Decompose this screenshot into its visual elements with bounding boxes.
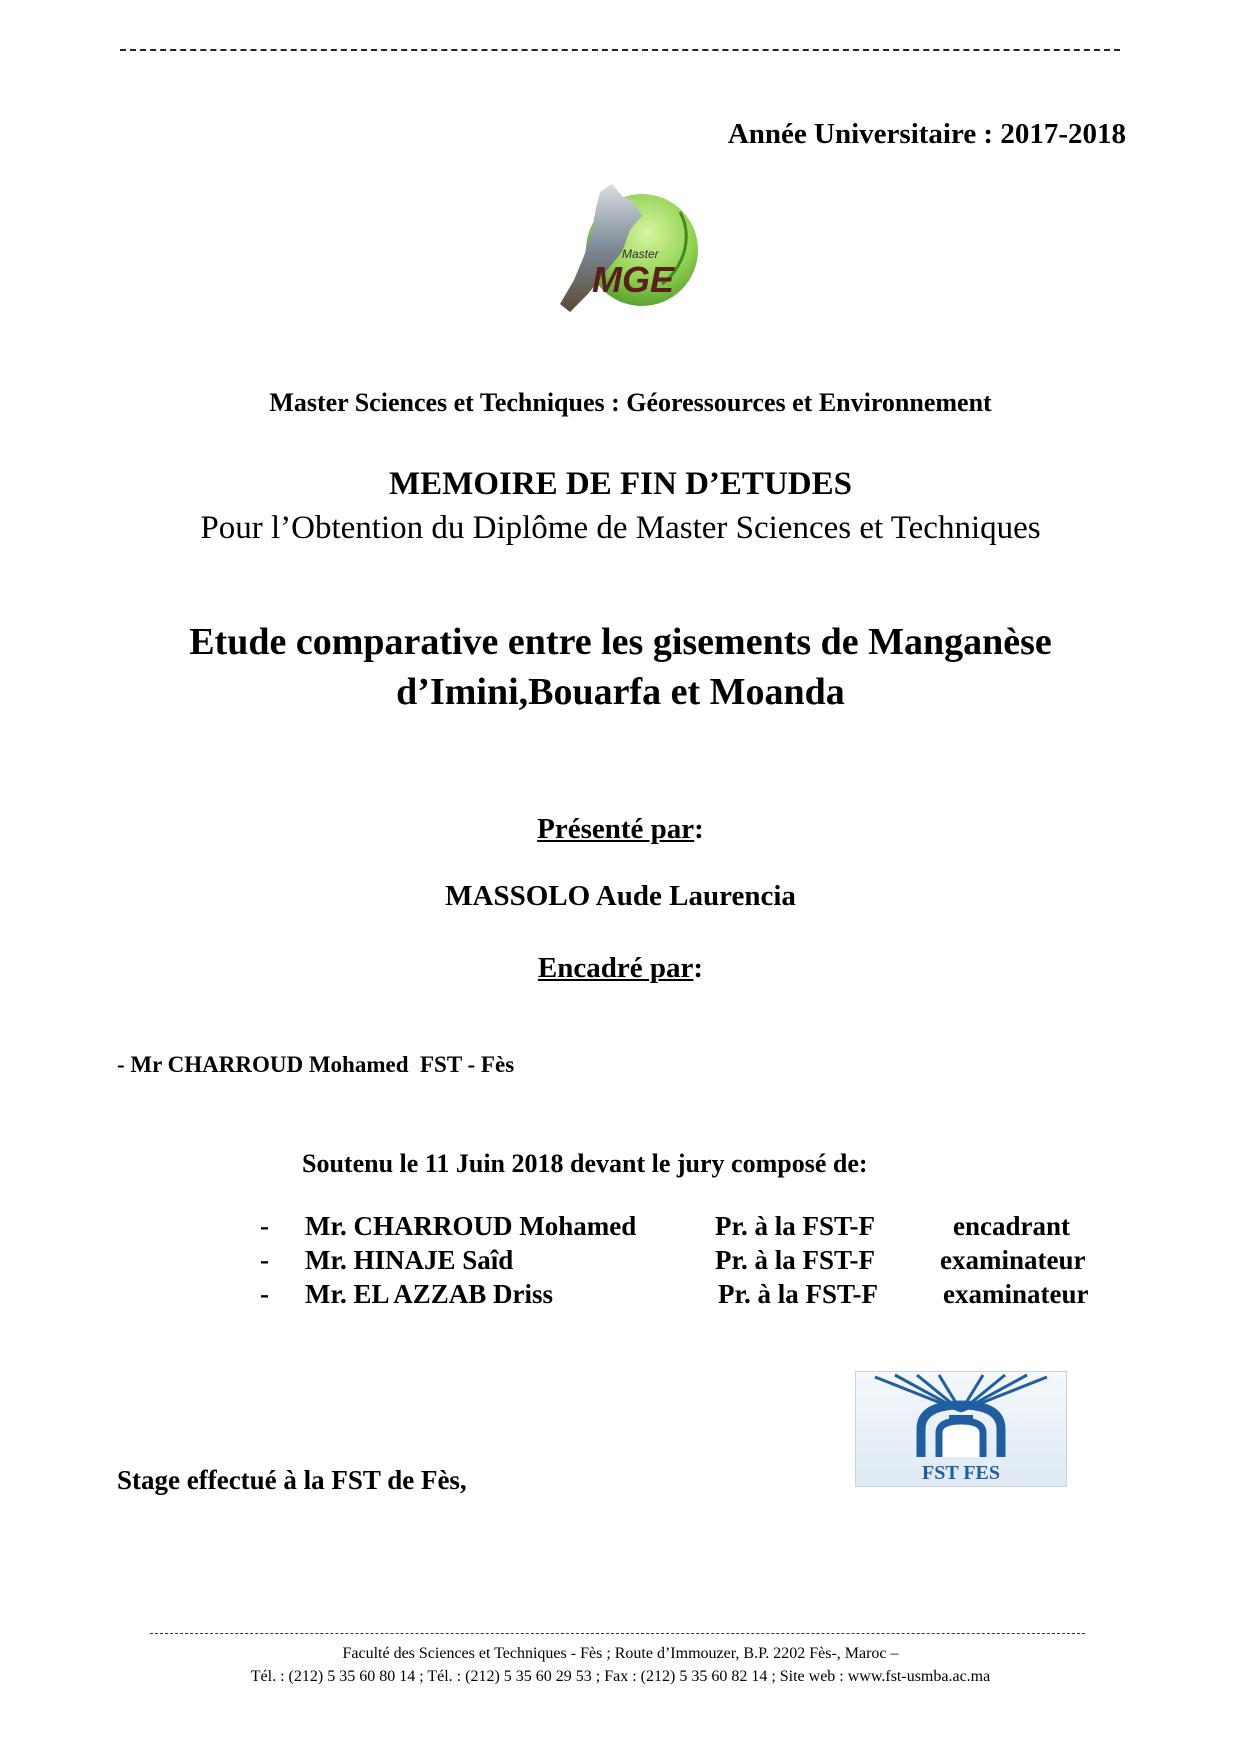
supervised-by-label: [0, 952, 1241, 985]
jury-function: examinateur: [943, 1279, 1089, 1309]
memoire-heading: MEMOIRE DE FIN D’ETUDES: [389, 466, 852, 502]
defense-statement: Soutenu le 11 Juin 2018 devant le jury composé de:: [302, 1149, 868, 1178]
author-name: MASSOLO Aude Laurencia: [445, 880, 796, 912]
footer-dashed-divider: [150, 1633, 1085, 1634]
fst-logo-text: FST FES: [922, 1462, 1000, 1484]
internship-statement: Stage effectué à la FST de Fès,: [117, 1465, 467, 1495]
thesis-title-line-1: Etude comparative entre les gisements de Manganèse: [189, 621, 1052, 663]
fst-fes-logo: [855, 1371, 1067, 1487]
jury-function: encadrant: [953, 1211, 1070, 1241]
fst-keystone: [949, 1415, 973, 1423]
jury-name: Mr. CHARROUD Mohamed: [305, 1211, 637, 1241]
presented-by-text: Présenté par: [537, 813, 695, 845]
mge-small-text: Master: [622, 247, 659, 261]
mge-master-logo: [530, 172, 715, 320]
mge-big-text: MGE: [592, 259, 675, 300]
jury-dash: -: [260, 1279, 269, 1309]
jury-name: Mr. EL AZZAB Driss: [305, 1279, 554, 1309]
jury-name: Mr. HINAJE Saîd: [305, 1245, 514, 1275]
supervised-by-text: Encadré par: [537, 952, 694, 984]
fst-inner-arch: [939, 1421, 983, 1457]
program-name: Master Sciences et Techniques : Géoressources et Environnement: [269, 388, 992, 417]
footer-address: Faculté des Sciences et Techniques - Fès ; Route d’Immouzer, B.P. 2202 Fès-, Maroc –: [342, 1645, 899, 1662]
presented-by-colon: :: [694, 813, 704, 845]
jury-role: Pr. à la FST-F: [715, 1245, 876, 1275]
supervisor-entry: - Mr CHARROUD Mohamed FST - Fès: [117, 1052, 515, 1077]
jury-role: Pr. à la FST-F: [718, 1279, 879, 1309]
jury-role: Pr. à la FST-F: [715, 1211, 876, 1241]
thesis-title-line-2: d’Imini,Bouarfa et Moanda: [396, 671, 845, 713]
footer-contacts: Tél. : (212) 5 35 60 80 14 ; Tél. : (212) 5 35 60 29 53 ; Fax : (212) 5 35 60 82 14 ; Site web : www.fst-usmba.ac.ma: [250, 1668, 991, 1685]
jury-function: examinateur: [940, 1245, 1086, 1275]
presented-by-label: [0, 813, 1241, 846]
supervised-by-colon: :: [693, 952, 704, 984]
diploma-line: Pour l’Obtention du Diplôme de Master Sciences et Techniques: [200, 510, 1041, 546]
jury-dash: -: [260, 1211, 269, 1241]
jury-dash: -: [260, 1245, 269, 1275]
top-dashed-divider: [120, 49, 1120, 51]
academic-year: Année Universitaire : 2017-2018: [727, 118, 1126, 150]
